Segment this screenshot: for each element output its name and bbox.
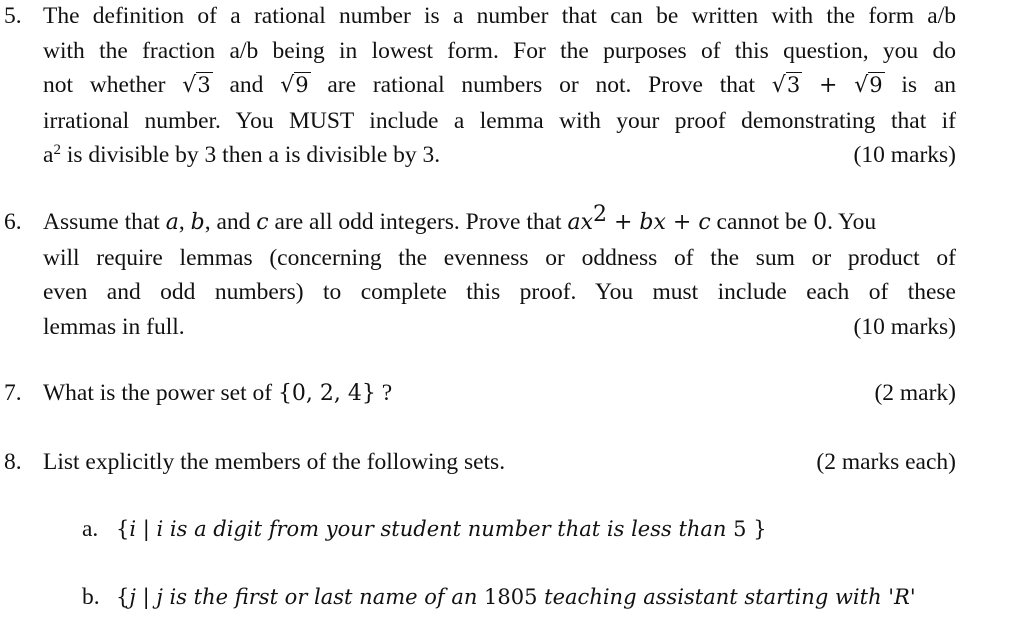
question-8 bbox=[4, 445, 956, 480]
math-var: j bbox=[129, 585, 136, 609]
text: , bbox=[178, 209, 191, 235]
superscript: 2 bbox=[593, 202, 607, 227]
question-8-body bbox=[4, 445, 956, 480]
radicand: 9 bbox=[295, 73, 309, 97]
math-number: 5 bbox=[726, 517, 754, 541]
set-condition: teaching assistant starting with bbox=[544, 585, 882, 609]
math-var: c bbox=[698, 210, 711, 235]
subquestion-8b bbox=[82, 580, 916, 614]
text: What is the power set of bbox=[43, 380, 278, 406]
question-number: 8. bbox=[4, 449, 22, 475]
radical-symbol: √ bbox=[280, 73, 295, 98]
quoted-letter: 'R' bbox=[881, 585, 916, 609]
text: cannot be bbox=[710, 209, 814, 235]
radical-symbol: √ bbox=[771, 73, 786, 98]
text: is an bbox=[901, 72, 957, 98]
plus-sign: + bbox=[665, 210, 699, 235]
radical-symbol: √ bbox=[182, 73, 197, 98]
sqrt-expression bbox=[182, 68, 212, 104]
math-var: a bbox=[165, 210, 179, 235]
sqrt-expression bbox=[854, 68, 884, 104]
question-text-line: with the fraction a/b being in lowest form. For the purposes of this question, you do bbox=[43, 37, 956, 64]
question-5 bbox=[4, 0, 956, 173]
set-bar: | bbox=[135, 585, 157, 609]
sqrt-expression bbox=[772, 68, 802, 104]
set-brace: } bbox=[753, 517, 767, 541]
question-text-line: irrational number. You MUST include a lemma with your proof demonstrating that if bbox=[43, 107, 956, 134]
text: Assume that bbox=[43, 209, 166, 235]
math-var: c bbox=[256, 210, 269, 235]
marks-label: (2 mark) bbox=[874, 380, 956, 406]
math-set: {0, 2, 4} bbox=[277, 381, 376, 406]
radicand: 3 bbox=[197, 73, 211, 97]
text: List explicitly the members of the following sets. bbox=[43, 449, 506, 475]
plus-sign: + bbox=[607, 210, 640, 235]
set-condition: j is the first or last name of an bbox=[156, 585, 478, 609]
superscript: 2 bbox=[53, 142, 61, 158]
math-var: i bbox=[129, 517, 137, 541]
question-text-line bbox=[43, 310, 956, 345]
question-6-body bbox=[4, 202, 956, 344]
math-number: 0 bbox=[813, 210, 828, 235]
text: ? bbox=[375, 380, 393, 406]
text: lemmas in full. bbox=[43, 313, 185, 340]
text: are all odd integers. Prove that bbox=[268, 209, 568, 235]
radicand: 3 bbox=[786, 73, 801, 97]
math-var: b bbox=[190, 210, 205, 235]
sqrt-expression bbox=[280, 68, 310, 104]
question-text-line bbox=[43, 138, 956, 173]
text: not whether bbox=[43, 72, 166, 98]
text: are rational numbers or not. Prove that bbox=[327, 72, 755, 98]
question-number: 6. bbox=[4, 209, 22, 235]
question-text-line bbox=[43, 376, 956, 412]
text: a bbox=[43, 142, 54, 168]
radicand: 9 bbox=[869, 73, 883, 97]
marks-label: (2 marks each) bbox=[816, 449, 956, 475]
set-brace: { bbox=[116, 517, 130, 541]
question-text-line bbox=[43, 68, 956, 104]
question-6 bbox=[4, 202, 956, 344]
text: . You bbox=[827, 209, 877, 235]
subquestion-label: b. bbox=[82, 584, 100, 610]
math-var: bx bbox=[639, 210, 666, 235]
radical-symbol: √ bbox=[854, 73, 869, 98]
question-text-line: The definition of a rational number is a number that can be written with the form a/b bbox=[43, 3, 956, 29]
question-7 bbox=[4, 376, 956, 412]
marks-label: (10 marks) bbox=[853, 142, 956, 168]
question-5-body bbox=[4, 0, 956, 173]
text: and bbox=[229, 72, 264, 98]
math-var: ax bbox=[567, 210, 593, 235]
marks-label: (10 marks) bbox=[853, 313, 956, 340]
question-text-line bbox=[43, 445, 956, 480]
plus-sign: + bbox=[818, 73, 838, 98]
question-7-body bbox=[4, 376, 956, 412]
subquestion-label: a. bbox=[82, 516, 99, 542]
question-text-line: will require lemmas (concerning the evenness or oddness of the sum or product of bbox=[43, 244, 956, 271]
subquestion-8a bbox=[82, 512, 767, 546]
set-condition: i is a digit from your student number that is less than bbox=[156, 517, 727, 541]
question-number: 7. bbox=[4, 380, 22, 406]
question-text-line bbox=[43, 202, 956, 241]
question-text-line: even and odd numbers) to complete this proof. You must include each of these bbox=[43, 279, 956, 305]
set-bar: | bbox=[136, 517, 157, 541]
set-brace: { bbox=[116, 585, 130, 609]
text: , and bbox=[204, 209, 257, 235]
question-number: 5. bbox=[4, 3, 22, 29]
math-number: 1805 bbox=[477, 585, 545, 609]
text: is divisible by 3 then a is divisible by 3. bbox=[60, 142, 441, 168]
